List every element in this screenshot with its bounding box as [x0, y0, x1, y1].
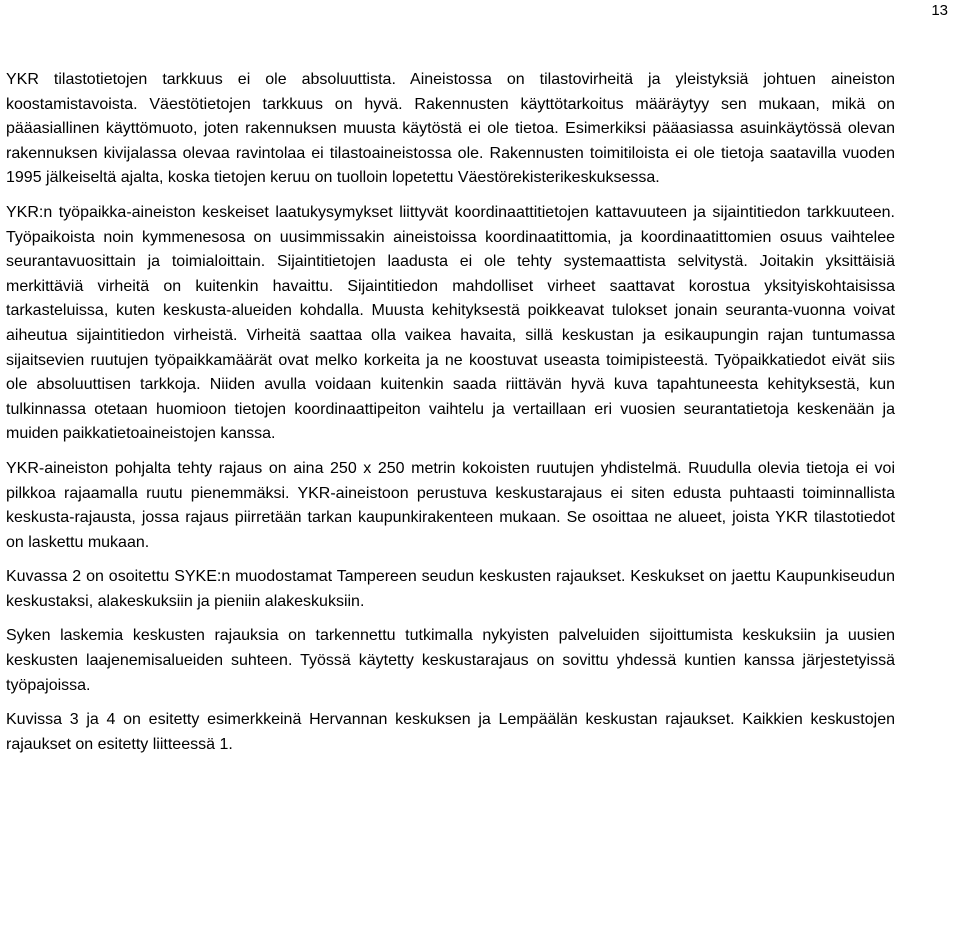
paragraph-figures-3-4-reference: Kuvissa 3 ja 4 on esitetty esimerkkeinä Hervannan keskuksen ja Lempäälän keskustan rajaukset. Kaikkien keskustojen rajaukset on esitetty liitteessä 1. [6, 711, 895, 753]
paragraph-workplace-data-quality: YKR:n työpaikka-aineiston keskeiset laatukysymykset liittyvät koordinaattitietojen kattavuuteen ja sijaintitiedon tarkkuuteen. Työpaikoista noin kymmenesosa on uusimmissakin aineistoissa koordinaatittomia, ja koordinaatittomien osuus vaihtelee seurantavuosittain ja toimialoittain. Sijaintitietojen laadusta ei ole tehty systemaattista selvitystä. Joitakin yksittäisiä merkittäviä virheitä on kuitenkin havaittu. Sijaintitiedon mahdolliset virheet saattavat korostua yksityiskohtaisissa tarkasteluissa, kuten keskusta-alueiden kohdalla. Muusta kehityksestä poikkeavat tulokset jonain seuranta-vuonna voivat aiheutua sijaintitiedon virheistä. Virheitä saattaa olla vaikea havaita, sillä keskustan ja esikaupungin rajan tuntumassa sijaitsevien ruutujen työpaikkamäärät ovat melko korkeita ja ne koostuvat useasta toimipisteestä. Työpaikkatiedot eivät siis ole absoluuttisen tarkkoja. Niiden avulla voidaan kuitenkin saada riittävän hyvä kuva tapahtuneesta kehityksestä, kun tulkinnassa otetaan huomioon tietojen koordinaattipeiton vaihtelu ja vertaillaan eri vuosien seurantatietoja keskenään ja muiden paikkatietoaineistojen kanssa. [6, 203, 895, 443]
page-number: 13 [931, 2, 948, 19]
paragraph-figure-2-reference: Kuvassa 2 on osoitettu SYKE:n muodostamat Tampereen seudun keskusten rajaukset. Keskukset on jaettu Kaupunkiseudun keskustaksi, alakeskuksiin ja pieniin alakeskuksiin. [6, 568, 895, 610]
paragraph-refined-delineations: Syken laskemia keskusten rajauksia on tarkennettu tutkimalla nykyisten palveluiden sijoittumista keskuksiin ja uusien keskusten laajenemisalueiden suhteen. Työssä käytetty keskustarajaus on sovittu yhdessä kuntien kanssa järjestetyissä työpajoissa. [6, 627, 895, 694]
page-body [6, 68, 895, 757]
paragraph-data-accuracy: YKR tilastotietojen tarkkuus ei ole absoluuttista. Aineistossa on tilastovirheitä ja yleistyksiä johtuen aineiston koostamistavoista. Väestötietojen tarkkuus on hyvä. Rakennusten käyttötarkoitus määräytyy sen mukaan, mikä on pääasiallinen käyttömuoto, joten rakennuksen muusta käytöstä ei ole tietoa. Esimerkiksi pääasiassa asuinkäytössä olevan rakennuksen kivijalassa olevaa ravintolaa ei tilastoaineistossa ole. Rakennusten toimitiloista ei ole tietoja saatavilla vuoden 1995 jälkeiseltä ajalta, koska tietojen keruu on tuolloin lopetettu Väestörekisterikeskuksessa. [6, 71, 895, 187]
paragraph-grid-delineation: YKR-aineiston pohjalta tehty rajaus on aina 250 x 250 metrin kokoisten ruutujen yhdistelmä. Ruudulla olevia tietoja ei voi pilkkoa rajaamalla ruutu pienemmäksi. YKR-aineistoon perustuva keskustarajaus ei siten edusta puhtaasti toiminnallista keskusta-rajausta, jossa rajaus piirretään tarkan kaupunkirakenteen mukaan. Se osoittaa ne alueet, joista YKR tilastotiedot on laskettu mukaan. [6, 459, 895, 551]
